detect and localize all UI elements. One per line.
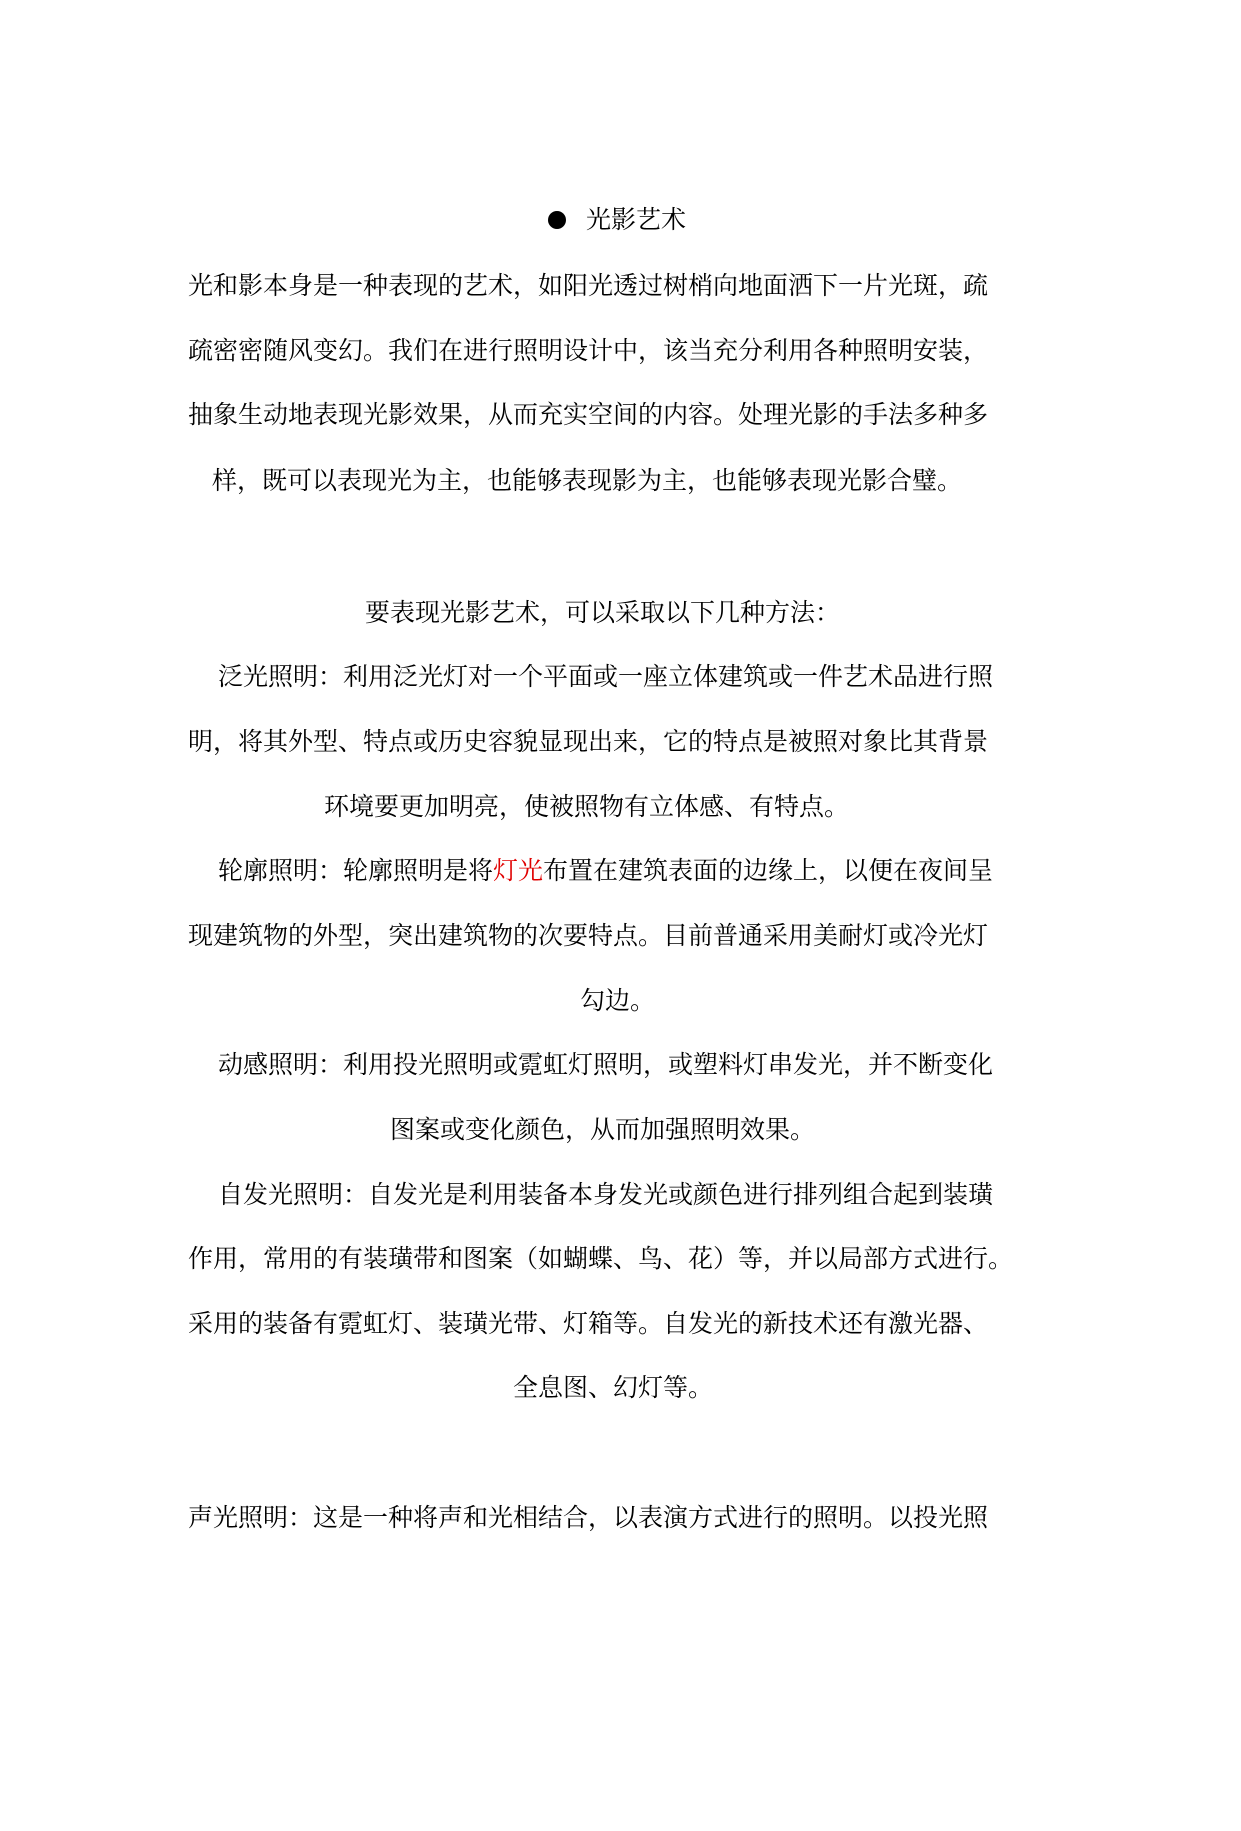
outline-line-1-pre: 轮廓照明：轮廓照明是将: [218, 856, 494, 885]
dynamic-line-2: 图案或变化颜色，从而加强照明效果。: [390, 1115, 816, 1144]
intro-line-2: 疏密密随风变幻。我们在进行照明设计中，该当充分利用各种照明安装，: [188, 336, 989, 365]
section-heading-text: 光影艺术: [586, 205, 687, 234]
selfluminous-line-3: 采用的装备有霓虹灯、装璜光带、灯箱等。自发光的新技术还有激光器、: [188, 1309, 989, 1338]
dynamic-line-1: 动感照明：利用投光照明或霓虹灯照明，或塑料灯串发光，并不断变化: [218, 1050, 994, 1079]
outline-line-3: 勾边。: [580, 986, 656, 1015]
intro-line-3: 抽象生动地表现光影效果，从而充实空间的内容。处理光影的手法多种多: [188, 400, 989, 429]
floodlight-line-1: 泛光照明：利用泛光灯对一个平面或一座立体建筑或一件艺术品进行照: [218, 662, 994, 691]
outline-line-2: 现建筑物的外型，突出建筑物的次要特点。目前普通采用美耐灯或冷光灯: [188, 921, 989, 950]
selfluminous-line-4: 全息图、幻灯等。: [513, 1373, 714, 1402]
bullet-icon: [548, 211, 566, 229]
selfluminous-line-2: 作用，常用的有装璜带和图案（如蝴蝶、鸟、花）等，并以局部方式进行。: [188, 1244, 1014, 1273]
outline-line-1-post: 布置在建筑表面的边缘上，以便在夜间呈: [543, 856, 994, 885]
selfluminous-line-1: 自发光照明：自发光是利用装备本身发光或颜色进行排列组合起到装璜: [218, 1180, 994, 1209]
intro-line-1: 光和影本身是一种表现的艺术，如阳光透过树梢向地面洒下一片光斑，疏: [188, 271, 989, 300]
floodlight-line-3: 环境要更加明亮，使被照物有立体感、有特点。: [324, 792, 850, 821]
outline-line-1: [218, 853, 993, 889]
section-heading: [548, 202, 686, 238]
outline-highlight-link[interactable]: 灯光: [493, 856, 544, 885]
floodlight-line-2: 明，将其外型、特点或历史容貌显现出来，它的特点是被照对象比其背景: [188, 727, 989, 756]
intro-line-4: 样，既可以表现光为主，也能够表现影为主，也能够表现光影合璧。: [212, 466, 963, 495]
sound-light-line-1: 声光照明：这是一种将声和光相结合，以表演方式进行的照明。以投光照: [188, 1503, 989, 1532]
methods-intro: 要表现光影艺术，可以采取以下几种方法：: [365, 598, 841, 627]
